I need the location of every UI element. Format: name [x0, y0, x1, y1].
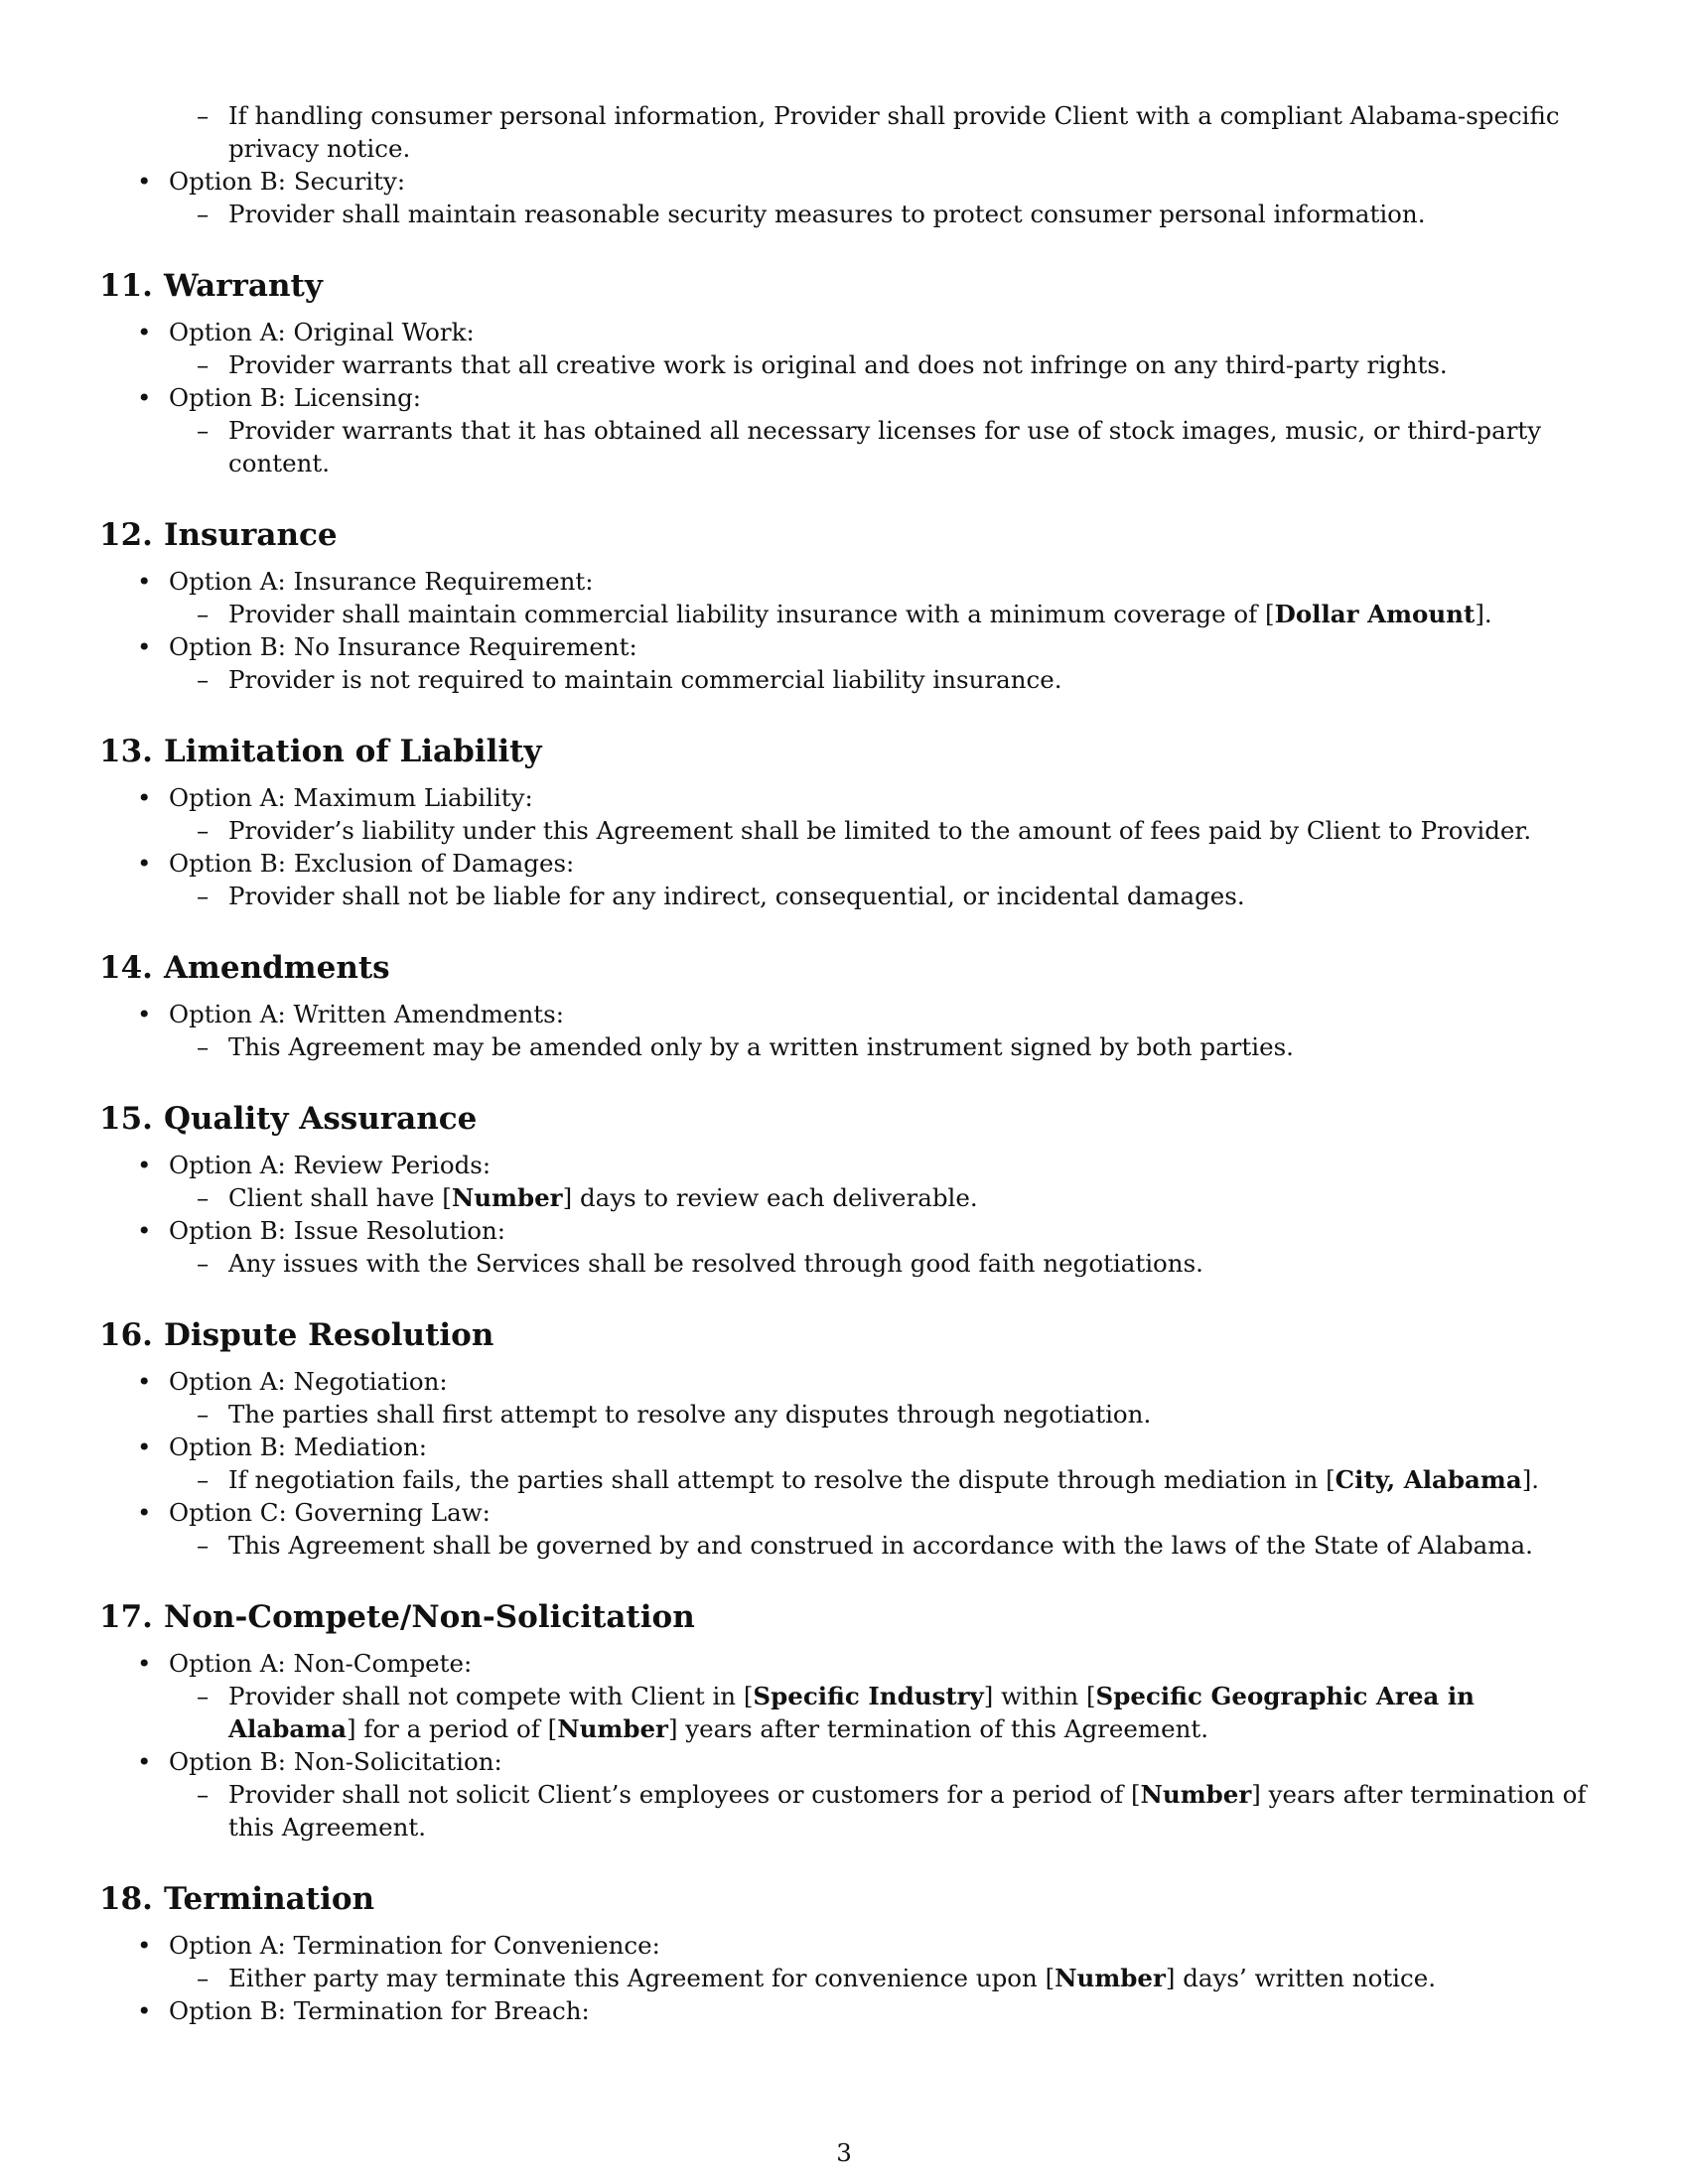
sub-item: – Any issues with the Services shall be resolved through good faith negotiations. — [99, 1247, 1599, 1280]
placeholder-field: Number — [557, 1714, 668, 1743]
option-item: • Option A: Original Work: — [99, 316, 1599, 348]
section-heading-non-compete: 17. Non-Compete/Non-Solicitation — [99, 1599, 695, 1635]
sub-item: – Provider warrants that it has obtained all necessary licenses for use of stock images, music, or third-party content. — [99, 414, 1599, 479]
option-item: • Option C: Governing Law: — [99, 1496, 1599, 1529]
sub-item: – If negotiation fails, the parties shall attempt to resolve the dispute through mediation in [City, Alabama]. — [99, 1463, 1599, 1496]
section-heading-amendments: 14. Amendments — [99, 950, 390, 986]
sub-item: – Provider shall not solicit Client’s employees or customers for a period of [Number] years after termination of this Agreement. — [99, 1778, 1599, 1843]
placeholder-field: Specific Industry — [753, 1682, 984, 1710]
option-item: • Option B: No Insurance Requirement: — [99, 630, 1599, 663]
placeholder-field: Dollar Amount — [1274, 600, 1476, 628]
placeholder-field: Number — [451, 1183, 563, 1212]
option-item: • Option B: Security: — [99, 165, 1599, 198]
sub-item: – Provider shall maintain reasonable security measures to protect consumer personal information. — [99, 198, 1599, 230]
option-item: • Option B: Exclusion of Damages: — [99, 847, 1599, 880]
option-item: • Option B: Non-Solicitation: — [99, 1745, 1599, 1778]
placeholder-field: Number — [1140, 1780, 1252, 1809]
option-item: • Option A: Negotiation: — [99, 1365, 1599, 1398]
section-heading-warranty: 11. Warranty — [99, 268, 323, 304]
option-item: • Option A: Review Periods: — [99, 1149, 1599, 1181]
option-item: • Option B: Termination for Breach: — [99, 1994, 1599, 2027]
sub-item: – This Agreement may be amended only by a written instrument signed by both parties. — [99, 1030, 1599, 1063]
sub-item: – Provider is not required to maintain commercial liability insurance. — [99, 663, 1599, 696]
sub-item: – Provider shall not be liable for any indirect, consequential, or incidental damages. — [99, 880, 1599, 912]
placeholder-field: Number — [1055, 1964, 1166, 1992]
section-heading-quality-assurance: 15. Quality Assurance — [99, 1101, 478, 1137]
section-heading-dispute-resolution: 16. Dispute Resolution — [99, 1317, 494, 1353]
placeholder-field: Specific Geographic Area in Alabama — [228, 1682, 1475, 1743]
page-number: 3 — [836, 2138, 852, 2167]
section-heading-insurance: 12. Insurance — [99, 517, 338, 553]
option-item: • Option A: Written Amendments: — [99, 998, 1599, 1030]
sub-item: – Provider’s liability under this Agreement shall be limited to the amount of fees paid by Client to Provider. — [99, 814, 1599, 847]
option-item: • Option B: Licensing: — [99, 381, 1599, 414]
sub-item: – Provider shall not compete with Client in [Specific Industry] within [Specific Geographic Area in Alabama] for a period of [Number] years after termination of this Agreement. — [99, 1680, 1599, 1745]
section-heading-termination: 18. Termination — [99, 1881, 375, 1917]
sub-item: – Provider warrants that all creative work is original and does not infringe on any third-party rights. — [99, 348, 1599, 381]
option-item: • Option B: Issue Resolution: — [99, 1214, 1599, 1247]
sub-item: – Client shall have [Number] days to review each deliverable. — [99, 1181, 1599, 1214]
sub-item: – Either party may terminate this Agreement for convenience upon [Number] days’ written notice. — [99, 1962, 1599, 1994]
document-body — [99, 99, 1599, 2027]
option-item: • Option A: Insurance Requirement: — [99, 565, 1599, 598]
sub-item: – This Agreement shall be governed by and construed in accordance with the laws of the State of Alabama. — [99, 1529, 1599, 1562]
option-item: • Option A: Maximum Liability: — [99, 781, 1599, 814]
option-item: • Option A: Termination for Convenience: — [99, 1929, 1599, 1962]
sub-item: – The parties shall first attempt to resolve any disputes through negotiation. — [99, 1398, 1599, 1431]
placeholder-field: City, Alabama — [1335, 1465, 1522, 1494]
sub-item: – If handling consumer personal information, Provider shall provide Client with a compliant Alabama-specific privacy notice. — [99, 99, 1599, 165]
option-item: • Option B: Mediation: — [99, 1431, 1599, 1463]
section-10-continuation — [99, 99, 1599, 230]
section-heading-limitation-of-liability: 13. Limitation of Liability — [99, 734, 542, 769]
option-item: • Option A: Non-Compete: — [99, 1647, 1599, 1680]
sub-item: – Provider shall maintain commercial liability insurance with a minimum coverage of [Dollar Amount]. — [99, 598, 1599, 630]
